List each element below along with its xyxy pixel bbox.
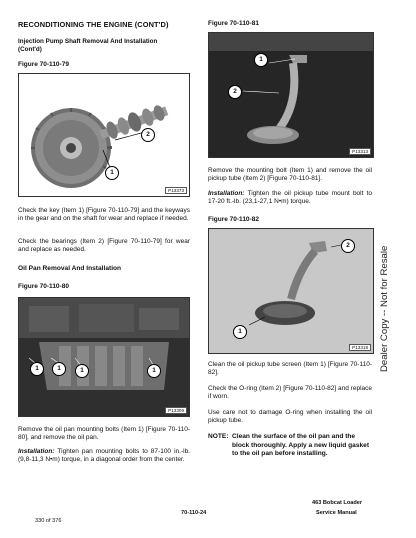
- figure-79-label: Figure 70-110-79: [18, 61, 69, 68]
- callout-1: 1: [30, 362, 44, 376]
- installation-label: Installation:: [18, 448, 55, 455]
- figure-79-id: P13373: [165, 187, 187, 194]
- figure-82-label: Figure 70-110-82: [208, 216, 259, 223]
- figure-81-id: P13313: [349, 148, 371, 155]
- figure-82-photo: [208, 228, 374, 354]
- paragraph-care-oring: Use care not to damage O-ring when installing the oil pickup tube.: [208, 409, 372, 425]
- installation-label: Installation:: [208, 190, 245, 197]
- paragraph-clean-screen: Clean the oil pickup tube screen (Item 1) [Figure 70-110-82].: [208, 361, 372, 377]
- paragraph-check-bearings: Check the bearings (Item 2) [Figure 70-110-79] for wear and replace as needed.: [18, 238, 190, 254]
- paragraph-remove-tube: Remove the mounting bolt (Item 1) and remove the oil pickup tube (Item 2) [Figure 70-110-81].: [208, 167, 372, 183]
- figure-80-label: Figure 70-110-80: [18, 283, 69, 290]
- figure-82-id: P13318: [349, 344, 371, 351]
- figure-79-photo: [18, 73, 190, 197]
- figure-80-id: P13309: [165, 407, 187, 414]
- oil-pan-illustration: [19, 298, 189, 416]
- figure-81-photo: [208, 32, 374, 158]
- figure-81-label: Figure 70-110-81: [208, 20, 259, 27]
- paragraph-remove-oil-pan: Remove the oil pan mounting bolts (Item 1) [Figure 70-110-80], and remove the oil pan.: [18, 426, 190, 442]
- callout-1: 1: [233, 325, 247, 339]
- paragraph-installation-right: [208, 190, 372, 207]
- note-label: NOTE:: [208, 433, 229, 440]
- section-title: RECONDITIONING THE ENGINE (CONT'D): [18, 20, 169, 29]
- footer-page-code: 70-110-24: [181, 510, 207, 516]
- figure-80-photo: [18, 297, 190, 417]
- footer-page-of: 330 of 376: [35, 518, 62, 524]
- callout-1: 1: [52, 362, 66, 376]
- paragraph-check-key: Check the key (Item 1) [Figure 70-110-79] and the keyways in the gear and on the shaft for wear and replace if needed.: [18, 207, 190, 223]
- note-text: Clean the surface of the oil pan and the block thoroughly. Apply a new liquid gasket to the oil pan before installing.: [232, 433, 370, 458]
- callout-1: 1: [254, 53, 268, 67]
- callout-1: 1: [75, 364, 89, 378]
- callout-1: 1: [147, 364, 161, 378]
- callout-2: 2: [341, 239, 355, 253]
- subsection-title: Injection Pump Shaft Removal And Installation: [18, 38, 158, 45]
- callout-1: 1: [105, 166, 119, 180]
- callout-2: 2: [141, 128, 155, 142]
- footer-model: 463 Bobcat Loader: [312, 500, 363, 506]
- footer-manual: Service Manual: [316, 510, 357, 516]
- callout-2: 2: [228, 85, 242, 99]
- dealer-copy-watermark: Dealer Copy -- Not for Resale: [379, 245, 390, 372]
- installation-text: Tighten the oil pickup tube mount bolt to 17-20 ft.-lb. (23,1-27,1 N•m) torque.: [208, 190, 372, 206]
- injection-pump-shaft-illustration: [19, 74, 189, 196]
- oil-pan-heading: Oil Pan Removal And Installation: [18, 265, 122, 272]
- subsection-title-continued: (Cont'd): [18, 46, 42, 53]
- paragraph-check-oring: Check the O-ring (Item 2) [Figure 70-110-82] and replace if worn.: [208, 385, 372, 401]
- installation-text: Tighten pan mounting bolts to 87-100 in.-lb. (9,8-11,3 N•m) torque, in a diagonal order from the center.: [18, 448, 190, 464]
- paragraph-installation-left: [18, 448, 190, 465]
